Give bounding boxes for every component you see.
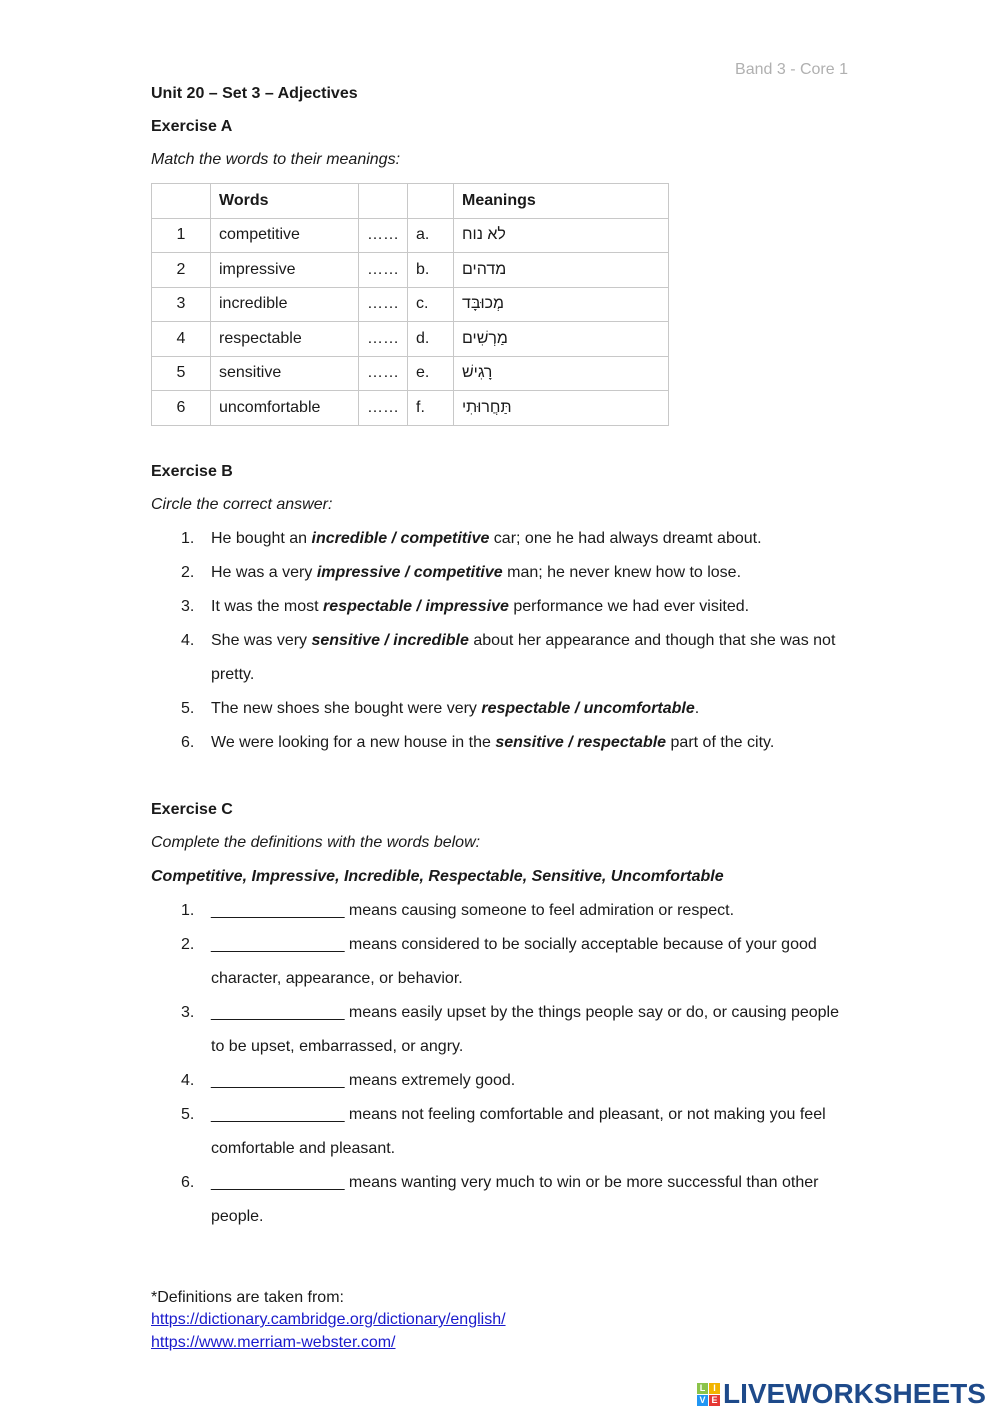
item-number: 1. [181,902,195,919]
sentence-start: The new shoes she bought were very [211,700,482,717]
word-cell: competitive [211,218,359,253]
meaning-letter: d. [408,322,454,357]
item-number: 4. [181,632,195,649]
table-row [152,391,669,426]
word-cell: respectable [211,322,359,357]
table-row [152,287,669,322]
sentence-end: man; he never knew how to lose. [502,564,742,581]
definition-text[interactable]: _______________ means not feeling comfortable and pleasant, or not making you feel comfortable and pleasant. [211,1106,826,1157]
exercise-b-instructions: Circle the correct answer: [151,496,333,513]
table-row [152,253,669,288]
answer-options[interactable]: respectable / uncomfortable [481,700,695,717]
meaning-letter: c. [408,287,454,322]
answer-blank[interactable]: …… [359,322,408,357]
item-number: 6. [181,734,195,751]
list-item [151,1064,851,1098]
list-item [151,590,851,624]
answer-blank[interactable]: …… [359,253,408,288]
item-number: 6. [181,1174,195,1191]
item-number: 2. [181,936,195,953]
exercise-b-title: Exercise B [151,463,233,480]
exercise-c-list [151,894,851,1234]
exercise-a-instructions: Match the words to their meanings: [151,151,401,168]
item-number: 2. [181,564,195,581]
table-row [152,356,669,391]
answer-blank[interactable]: …… [359,287,408,322]
word-cell: uncomfortable [211,391,359,426]
list-item [151,556,851,590]
sentence-start: He bought an [211,530,312,547]
row-number: 2 [152,253,211,288]
sentence-start: It was the most [211,598,324,615]
item-number: 3. [181,598,195,615]
meaning-letter: e. [408,356,454,391]
word-cell: incredible [211,287,359,322]
word-bank: Competitive, Impressive, Incredible, Respectable, Sensitive, Uncomfortable [151,868,724,885]
item-number: 4. [181,1072,195,1089]
sentence-end: performance we had ever visited. [508,598,750,615]
exercise-c-title: Exercise C [151,801,233,818]
sentence-end: about her appearance and though that she was not pretty. [211,632,836,683]
logo-blocks-icon: L I V E [697,1383,720,1406]
list-item [151,692,851,726]
liveworksheets-logo [697,1378,986,1410]
matching-table [151,183,669,426]
item-number: 5. [181,1106,195,1123]
list-item [151,522,851,556]
list-item [151,726,851,760]
answer-options[interactable]: respectable / impressive [323,598,509,615]
exercise-c-instructions: Complete the definitions with the words below: [151,834,481,851]
sentence-start: We were looking for a new house in the [211,734,496,751]
answer-options[interactable]: sensitive / incredible [311,632,469,649]
sentence-end: part of the city. [666,734,775,751]
meaning-letter: b. [408,253,454,288]
meaning-cell: לא נוח [454,218,669,253]
exercise-b-list [151,522,851,760]
table-row [152,322,669,357]
list-item [151,996,851,1064]
list-item [151,1166,851,1234]
sources-note: *Definitions are taken from: [151,1289,344,1306]
meaning-letter: f. [408,391,454,426]
answer-blank[interactable]: …… [359,356,408,391]
meaning-cell: מַרְשִׁים [454,322,669,357]
answer-blank[interactable]: …… [359,391,408,426]
list-item [151,1098,851,1166]
meaning-cell: תַּחֲרוּתִי [454,391,669,426]
header-label: Band 3 - Core 1 [735,61,848,78]
item-number: 5. [181,700,195,717]
row-number: 6 [152,391,211,426]
definition-text[interactable]: _______________ means causing someone to feel admiration or respect. [211,902,735,919]
meanings-header: Meanings [454,184,669,219]
row-number: 5 [152,356,211,391]
list-item [151,928,851,996]
word-cell: sensitive [211,356,359,391]
merriam-webster-link[interactable]: https://www.merriam-webster.com/ [151,1334,396,1351]
definition-text[interactable]: _______________ means extremely good. [211,1072,516,1089]
list-item [151,894,851,928]
table-header-row [152,184,669,219]
definition-text[interactable]: _______________ means wanting very much to win or be more successful than other people. [211,1174,819,1225]
meaning-cell: רָגִישׁ [454,356,669,391]
cambridge-link[interactable]: https://dictionary.cambridge.org/dictionary/english/ [151,1311,506,1328]
sentence-start: He was a very [211,564,317,581]
meaning-letter: a. [408,218,454,253]
exercise-a-title: Exercise A [151,118,233,135]
sentence-end: car; one he had always dreamt about. [489,530,762,547]
row-number: 3 [152,287,211,322]
logo-text: LIVEWORKSHEETS [723,1378,986,1409]
words-header: Words [211,184,359,219]
list-item [151,624,851,692]
word-cell: impressive [211,253,359,288]
item-number: 1. [181,530,195,547]
item-number: 3. [181,1004,195,1021]
row-number: 1 [152,218,211,253]
table-row [152,218,669,253]
definition-text[interactable]: _______________ means considered to be socially acceptable because of your good character, appearance, or behavior. [211,936,817,987]
row-number: 4 [152,322,211,357]
page-title: Unit 20 – Set 3 – Adjectives [151,85,358,102]
meaning-cell: מדהים [454,253,669,288]
definition-text[interactable]: _______________ means easily upset by the things people say or do, or causing people to be upset, embarrassed, or angry. [211,1004,840,1055]
answer-options[interactable]: incredible / competitive [311,530,490,547]
answer-blank[interactable]: …… [359,218,408,253]
answer-options[interactable]: impressive / competitive [316,564,503,581]
sentence-end: . [694,700,700,717]
answer-options[interactable]: sensitive / respectable [495,734,667,751]
sentence-start: She was very [211,632,312,649]
meaning-cell: מְכוּבָּד [454,287,669,322]
